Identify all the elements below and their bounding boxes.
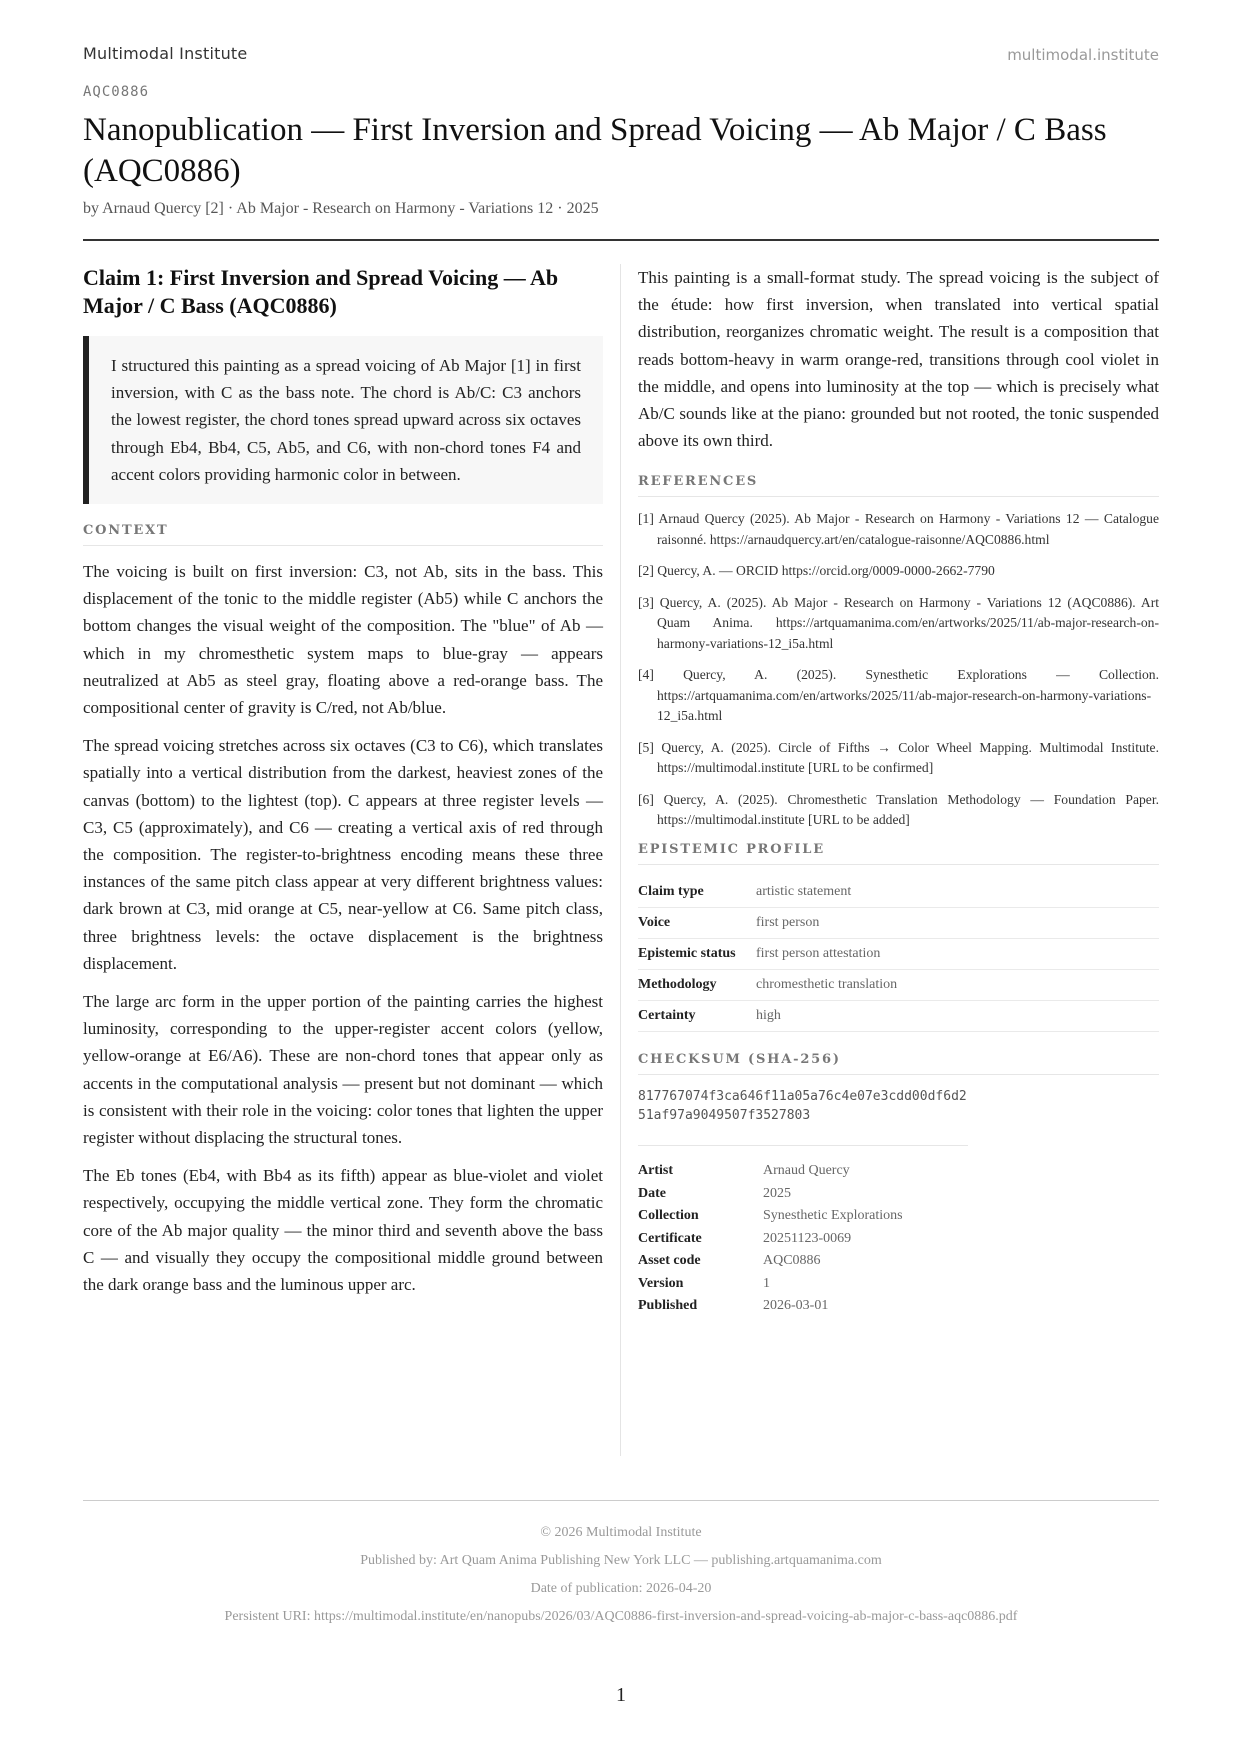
- meta-value: 2026-03-01: [763, 1298, 829, 1314]
- meta-value: 20251123-0069: [763, 1230, 852, 1246]
- context-paragraph: The Eb tones (Eb4, with Bb4 as its fifth) appear as blue-violet and violet respectively, occupying the middle vertical zone. They form the chromatic core of the Ab major quality — the minor third and seventh above the bass C — and visually they occupy the compositional middle ground between the dark orange bass and the luminous upper arc.: [83, 1166, 603, 1295]
- page-footer: [83, 1519, 1159, 1631]
- meta-key: Certificate: [638, 1230, 702, 1246]
- epistemic-table: [638, 877, 1159, 1032]
- checksum-value: 817767074f3ca646f11a05a76c4e07e3cdd00df6d251af97a9049507f3527803: [638, 1087, 968, 1146]
- meta-key: Date: [638, 1185, 666, 1201]
- reference-item: [2] Quercy, A. — ORCID https://orcid.org/0009-0000-2662-7790: [638, 563, 995, 579]
- table-row: [638, 1160, 1159, 1183]
- document-code: AQC0886: [83, 84, 150, 100]
- reference-item: [3] Quercy, A. (2025). Ab Major - Research on Harmony - Variations 12 (AQC0886). Art Quam Anima. https://artquamanima.com/en/artworks/2025/11/ab-major-research-on-harmony-variations-12_i5a.html: [638, 594, 1159, 651]
- byline: by Arnaud Quercy [2] · Ab Major - Research on Harmony - Variations 12 · 2025: [83, 200, 599, 217]
- page-title: Nanopublication — First Inversion and Spread Voicing — Ab Major / C Bass (AQC0886): [83, 112, 1107, 189]
- metadata-table: [638, 1160, 1159, 1318]
- footer-persistent-uri: Persistent URI: https://multimodal.institute/en/nanopubs/2026/03/AQC0886-first-inversion-and-spread-voicing-ab-major-c-bass-aqc0886.pdf: [224, 1609, 1018, 1624]
- epistemic-heading: EPISTEMIC PROFILE: [638, 842, 1159, 865]
- epistemic-key: Certainty: [638, 1000, 756, 1031]
- claim-quote: I structured this painting as a spread voicing of Ab Major [1] in first inversion, with C as the bass note. The chord is Ab/C: C3 anchors the lowest register, the chord tones spread upward across six octaves through Eb4, Bb4, C5, Ab5, and C6, with non-chord tones F4 and accent colors providing harmonic color in between.: [83, 336, 603, 504]
- reference-item: [6] Quercy, A. (2025). Chromesthetic Translation Methodology — Foundation Paper. https://multimodal.institute [URL to be added]: [638, 791, 1159, 828]
- checksum-heading: CHECKSUM (SHA-256): [638, 1052, 1159, 1075]
- reference-item: [4] Quercy, A. (2025). Synesthetic Explorations — Collection. https://artquamanima.com/en/artworks/2025/11/ab-major-research-on-harmony-variations-12_i5a.html: [638, 667, 1159, 724]
- table-row: [638, 1000, 1159, 1031]
- footer-publication-date: Date of publication: 2026-04-20: [530, 1581, 712, 1596]
- meta-key: Version: [638, 1275, 684, 1291]
- page-header: [83, 44, 1159, 68]
- footer-divider: [83, 1500, 1159, 1501]
- table-row: [638, 1205, 1159, 1228]
- right-column: [638, 264, 1159, 1317]
- meta-value: Synesthetic Explorations: [763, 1208, 903, 1224]
- table-row: [638, 907, 1159, 938]
- references-heading: REFERENCES: [638, 474, 1159, 497]
- site-domain: multimodal.institute: [1007, 46, 1159, 64]
- table-row: [638, 1272, 1159, 1295]
- meta-value: AQC0886: [763, 1253, 821, 1269]
- context-paragraph: The large arc form in the upper portion of the painting carries the highest luminosity, corresponding to the upper-register accent colors (yellow, yellow-orange at E6/A6). These are non-chord tones that appear only as accents in the computational analysis — present but not dominant — which is consistent with their role in the voicing: color tones that lighten the upper register without displacing the structural tones.: [83, 992, 603, 1148]
- meta-key: Artist: [638, 1163, 673, 1179]
- page-number: 1: [616, 1684, 626, 1706]
- footer-copyright: © 2026 Multimodal Institute: [540, 1525, 702, 1540]
- table-row: [638, 877, 1159, 908]
- claim-title: Claim 1: First Inversion and Spread Voicing — Ab Major / C Bass (AQC0886): [83, 265, 559, 318]
- epistemic-key: Voice: [638, 907, 756, 938]
- epistemic-value: chromesthetic translation: [756, 969, 1159, 1000]
- epistemic-key: Epistemic status: [638, 938, 756, 969]
- institute-name: Multimodal Institute: [83, 44, 248, 63]
- context-heading: CONTEXT: [83, 523, 603, 546]
- epistemic-value: artistic statement: [756, 877, 1159, 908]
- epistemic-value: high: [756, 1000, 1159, 1031]
- meta-value: Arnaud Quercy: [763, 1163, 850, 1179]
- table-row: [638, 1250, 1159, 1273]
- epistemic-key: Methodology: [638, 969, 756, 1000]
- reference-item: [1] Arnaud Quercy (2025). Ab Major - Research on Harmony - Variations 12 — Catalogue raisonné. https://arnaudquercy.art/en/catalogue-raisonne/AQC0886.html: [638, 511, 1159, 547]
- meta-key: Collection: [638, 1208, 699, 1224]
- epistemic-value: first person: [756, 907, 1159, 938]
- column-divider: [620, 264, 621, 1456]
- context-paragraph: The voicing is built on first inversion: C3, not Ab, sits in the bass. This displacement of the tonic to the middle register (Ab5) while C anchors the bottom changes the visual weight of the composition. The "blue" of Ab — which in my chromesthetic system maps to blue-gray — appears neutralized at Ab5 as steel gray, floating above a red-orange bass. The compositional center of gravity is C/red, not Ab/blue.: [83, 562, 603, 718]
- meta-key: Asset code: [638, 1253, 701, 1269]
- epistemic-value: first person attestation: [756, 938, 1159, 969]
- table-row: [638, 938, 1159, 969]
- table-row: [638, 1295, 1159, 1318]
- epistemic-key: Claim type: [638, 877, 756, 908]
- table-row: [638, 1182, 1159, 1205]
- header-divider: [83, 239, 1159, 241]
- meta-key: Published: [638, 1298, 698, 1314]
- context-paragraph: The spread voicing stretches across six octaves (C3 to C6), which translates spatially into a vertical distribution from the darkest, heaviest zones of the canvas (bottom) to the lightest (top). C appears at three register levels — C3, C5 (approximately), and C6 — creating a vertical axis of red through the composition. The register-to-brightness encoding means these three instances of the same pitch class appear at very different brightness values: dark brown at C3, mid orange at C5, near-yellow at C6. Same pitch class, three brightness levels: the octave displacement is the brightness displacement.: [83, 736, 603, 973]
- reference-item: [5] Quercy, A. (2025). Circle of Fifths → Color Wheel Mapping. Multimodal Institute. https://multimodal.institute [URL to be confirmed]: [638, 739, 1159, 776]
- meta-value: 2025: [763, 1185, 791, 1201]
- footer-publisher: Published by: Art Quam Anima Publishing New York LLC — publishing.artquamanima.com: [360, 1553, 882, 1568]
- table-row: [638, 1227, 1159, 1250]
- intro-paragraph: This painting is a small-format study. The spread voicing is the subject of the étude: how first inversion, when translated into vertical spatial distribution, reorganizes chromatic weight. The result is a composition that reads bottom-heavy in warm orange-red, transitions through cool violet in the middle, and opens into luminosity at the top — which is precisely what Ab/C sounds like at the piano: grounded but not rooted, the tonic suspended above its own third.: [638, 268, 1159, 451]
- references-list: [638, 509, 1159, 831]
- left-column: [83, 264, 603, 1309]
- table-row: [638, 969, 1159, 1000]
- meta-value: 1: [763, 1275, 770, 1291]
